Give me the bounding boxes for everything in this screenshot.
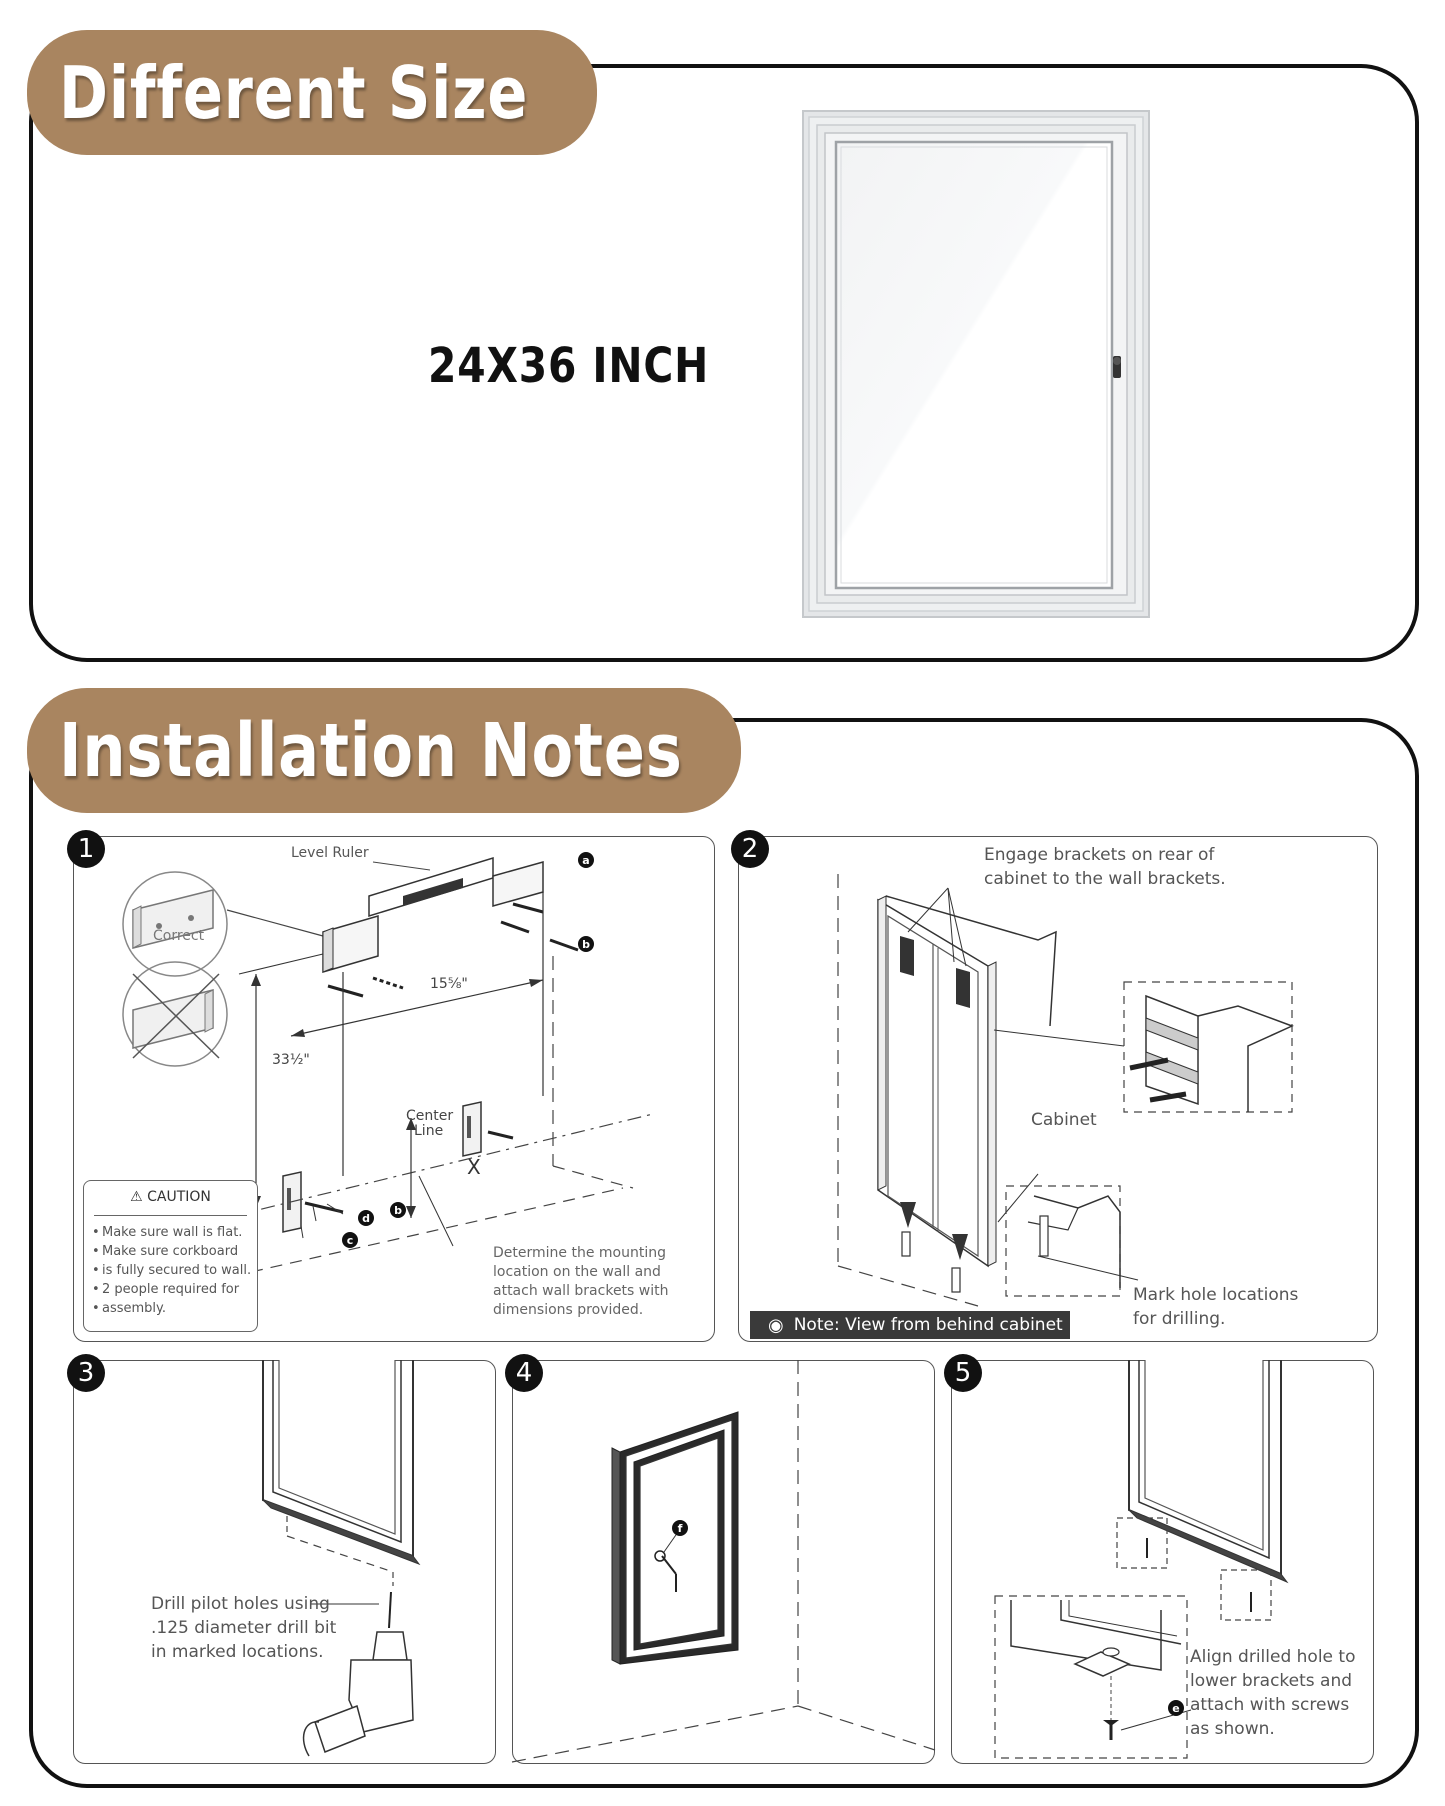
step1-caption-line3: attach wall brackets with — [493, 1283, 669, 1299]
center-line-label-1: Center — [406, 1108, 454, 1124]
part-badge-a: a — [578, 852, 594, 868]
cabinet-label: Cabinet — [1031, 1110, 1097, 1130]
eye-icon: ◉ — [768, 1314, 784, 1336]
height-dimension: 33½" — [272, 1052, 310, 1068]
step2-number: 2 — [731, 830, 769, 868]
mark-holes-line2: for drilling. — [1133, 1309, 1226, 1329]
step4-diagram — [512, 1360, 935, 1764]
display-cabinet-image — [803, 111, 1149, 617]
installation-section-tab — [27, 688, 741, 813]
part-badge-f: f — [672, 1520, 688, 1536]
mark-holes-line1: Mark hole locations — [1133, 1285, 1299, 1305]
size-label: 24X36 INCH — [428, 338, 710, 394]
step3-caption-line2: .125 diameter drill bit — [151, 1618, 337, 1638]
caution-box — [83, 1180, 258, 1332]
step4-number: 4 — [505, 1354, 543, 1392]
step1-caption-line1: Determine the mounting — [493, 1245, 666, 1261]
caution-item: • 2 people required for — [92, 1280, 251, 1299]
caution-item: • Make sure wall is flat. — [92, 1223, 251, 1242]
size-section-tab — [27, 30, 597, 155]
correct-label: Correct — [153, 928, 205, 944]
step1-number: 1 — [67, 830, 105, 868]
view-note-bar — [750, 1311, 1070, 1339]
engage-text-line1: Engage brackets on rear of — [984, 845, 1215, 865]
step5-caption-line4: as shown. — [1190, 1719, 1275, 1739]
step2-diagram — [738, 836, 1378, 1342]
step5-caption-line2: lower brackets and — [1190, 1671, 1353, 1691]
step3-caption-line3: in marked locations. — [151, 1642, 324, 1662]
view-note-text: Note: View from behind cabinet — [793, 1315, 1063, 1335]
warning-icon: ⚠ — [130, 1189, 143, 1205]
width-dimension: 15⅝" — [430, 976, 468, 992]
caution-item-continued: • is fully secured to wall. — [92, 1261, 251, 1280]
step3-caption-line1: Drill pilot holes using — [151, 1594, 330, 1614]
step5-caption-line1: Align drilled hole to — [1190, 1647, 1356, 1667]
part-badge-d: d — [358, 1210, 374, 1226]
part-badge-c: c — [342, 1232, 358, 1248]
step3-number: 3 — [67, 1354, 105, 1392]
caution-item: • Make sure corkboard — [92, 1242, 251, 1261]
x-dimension-label: X — [467, 1155, 481, 1179]
caution-item-continued: • assembly. — [92, 1299, 251, 1318]
step1-caption-line2: location on the wall and — [493, 1264, 661, 1280]
engage-text-line2: cabinet to the wall brackets. — [984, 869, 1226, 889]
step1-caption-line4: dimensions provided. — [493, 1302, 644, 1318]
part-badge-b: b — [578, 936, 594, 952]
level-ruler-label: Level Ruler — [291, 845, 369, 861]
caution-title: ⚠ CAUTION — [130, 1189, 211, 1205]
size-section-title: Different Size — [59, 50, 529, 135]
caution-list — [92, 1223, 251, 1318]
caution-divider — [94, 1215, 247, 1216]
step5-number: 5 — [944, 1354, 982, 1392]
part-badge-e: e — [1168, 1700, 1184, 1716]
step5-caption-line3: attach with screws — [1190, 1695, 1350, 1715]
step3-diagram — [73, 1360, 496, 1764]
part-badge-b-lower: b — [390, 1202, 406, 1218]
installation-section-title: Installation Notes — [59, 707, 683, 794]
center-line-label-2: Line — [414, 1123, 444, 1139]
